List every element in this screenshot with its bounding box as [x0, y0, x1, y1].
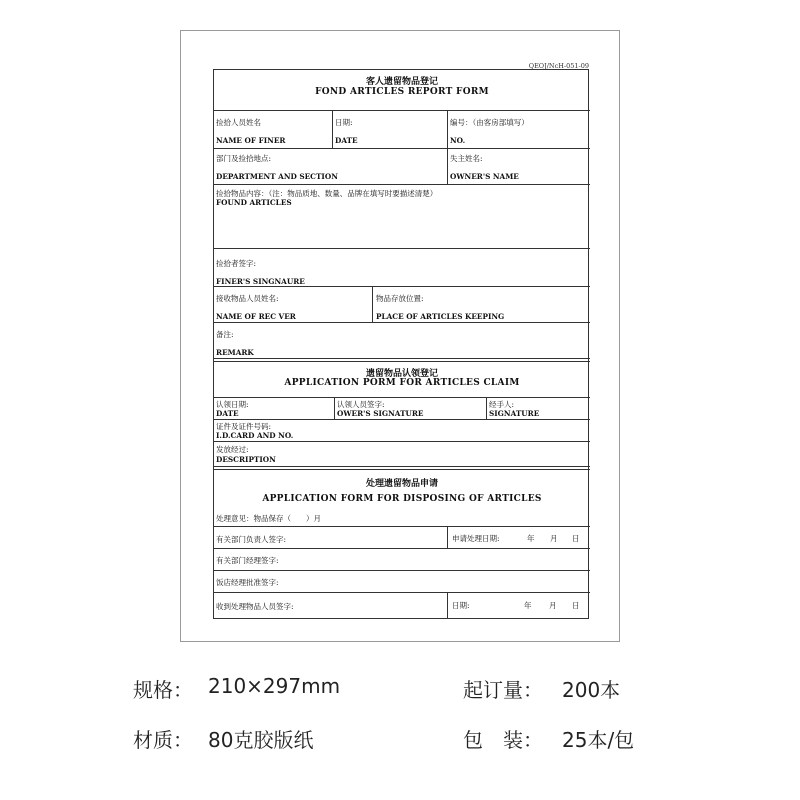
divider [447, 110, 448, 148]
disposal-opinion-label: 处理意见：物品保存（ ）月 [216, 514, 321, 523]
handler-label-en: SIGNATURE [489, 409, 540, 418]
divider [214, 548, 590, 549]
divider [214, 570, 590, 571]
finder-name-label: 捡拾人员姓名 [216, 118, 261, 127]
divider [214, 441, 590, 442]
finder-signature-label: 捡拾者签字: [216, 259, 257, 268]
description-label-en: DESCRIPTION [216, 455, 276, 464]
divider [372, 286, 373, 322]
divider [334, 397, 335, 419]
date-label-en: DATE [335, 136, 358, 145]
finder-signature-label-en: FINER'S SINGNAURE [216, 277, 305, 286]
divider [214, 322, 590, 323]
handler-label: 经手人: [489, 400, 515, 409]
keeping-place-label: 物品存放位置: [376, 294, 424, 303]
day-label: 日 [572, 534, 580, 543]
receiver-name-label: 接收物品人员姓名: [216, 294, 279, 303]
section3-title-cn: 处理遗留物品申请 [365, 479, 438, 489]
id-card-label-en: I.D.CARD AND NO. [216, 431, 294, 440]
dept-manager-signature-label: 有关部门经理签字: [216, 556, 279, 565]
document-code: QEOJ/NcH-051-09 [528, 62, 589, 70]
description-label: 发放经过: [216, 445, 249, 454]
claim-date-label: 认领日期: [216, 400, 249, 409]
divider [214, 110, 590, 111]
divider [214, 466, 590, 467]
divider [214, 397, 590, 398]
divider [214, 419, 590, 420]
divider [486, 397, 487, 419]
divider [214, 469, 590, 470]
report-form-table [213, 69, 589, 619]
claimer-signature-label-en: OWER'S SIGNATURE [337, 409, 424, 418]
keeping-place-label-en: PLACE OF ARTICLES KEEPING [376, 312, 505, 321]
divider [214, 526, 590, 527]
size-label: 规格： [133, 678, 193, 702]
receiver-signature-label: 收到处理物品人员签字: [216, 602, 294, 611]
section1-title-en: FOND ARTICLES REPORT FORM [315, 87, 489, 97]
divider [214, 184, 590, 185]
divider [214, 361, 590, 362]
year-label: 年 [524, 601, 532, 610]
month-label: 月 [550, 534, 558, 543]
department-label: 部门及捡拾地点: [216, 154, 272, 163]
receiver-name-label-en: NAME OF REC VER [216, 312, 296, 321]
material-label: 材质： [133, 728, 193, 752]
form-sheet [180, 30, 620, 642]
moq-label: 起订量： [463, 678, 543, 702]
moq-value: 200本 [562, 678, 621, 702]
divider [214, 592, 590, 593]
section3-title-en: APPLICATION FORM FOR DISPOSING OF ARTICLES [262, 494, 542, 504]
claimer-signature-label: 认领人员签字: [337, 400, 385, 409]
finder-name-label-en: NAME OF FINER [216, 136, 286, 145]
section2-title-cn: 遗留物品认领登记 [365, 369, 438, 379]
packing-value: 25本/包 [562, 728, 635, 752]
month-label: 月 [549, 601, 557, 610]
department-label-en: DEPARTMENT AND SECTION [216, 172, 338, 181]
divider [447, 148, 448, 184]
day-label: 日 [572, 601, 580, 610]
found-articles-label: 捡拾物品内容：（注：物品质地、数量、品牌在填写时要描述清楚） [216, 189, 438, 198]
hotel-manager-signature-label: 饭店经理批准签字: [216, 578, 279, 587]
year-label: 年 [527, 534, 535, 543]
remark-label-en: REMARK [216, 348, 254, 357]
date-label: 日期: [335, 118, 353, 127]
owner-name-label-en: OWNER'S NAME [450, 172, 519, 181]
divider [214, 248, 590, 249]
divider [214, 286, 590, 287]
id-card-label: 证件及证件号码: [216, 422, 272, 431]
dept-head-signature-label: 有关部门负责人签字: [216, 535, 287, 544]
material-value: 80克胶版纸 [208, 728, 314, 752]
receive-date-label: 日期: [452, 601, 470, 610]
owner-name-label: 失主姓名: [450, 154, 483, 163]
divider [332, 110, 333, 148]
section2-title-en: APPLICATION PORM FOR ARTICLES CLAIM [284, 378, 520, 388]
number-label-en: NO. [450, 136, 466, 145]
divider [447, 592, 448, 619]
found-articles-label-en: FOUND ARTICLES [216, 198, 292, 207]
claim-date-label-en: DATE [216, 409, 239, 418]
divider [447, 526, 448, 548]
remark-label: 备注: [216, 330, 234, 339]
section1-title-cn: 客人遗留物品登记 [365, 77, 438, 87]
divider [214, 358, 590, 359]
packing-label: 包 装： [463, 728, 543, 752]
apply-date-label: 申请处理日期: [452, 534, 500, 543]
number-label: 编号：（由客房部填写） [450, 118, 529, 127]
size-value: 210×297mm [208, 674, 341, 698]
divider [214, 148, 590, 149]
